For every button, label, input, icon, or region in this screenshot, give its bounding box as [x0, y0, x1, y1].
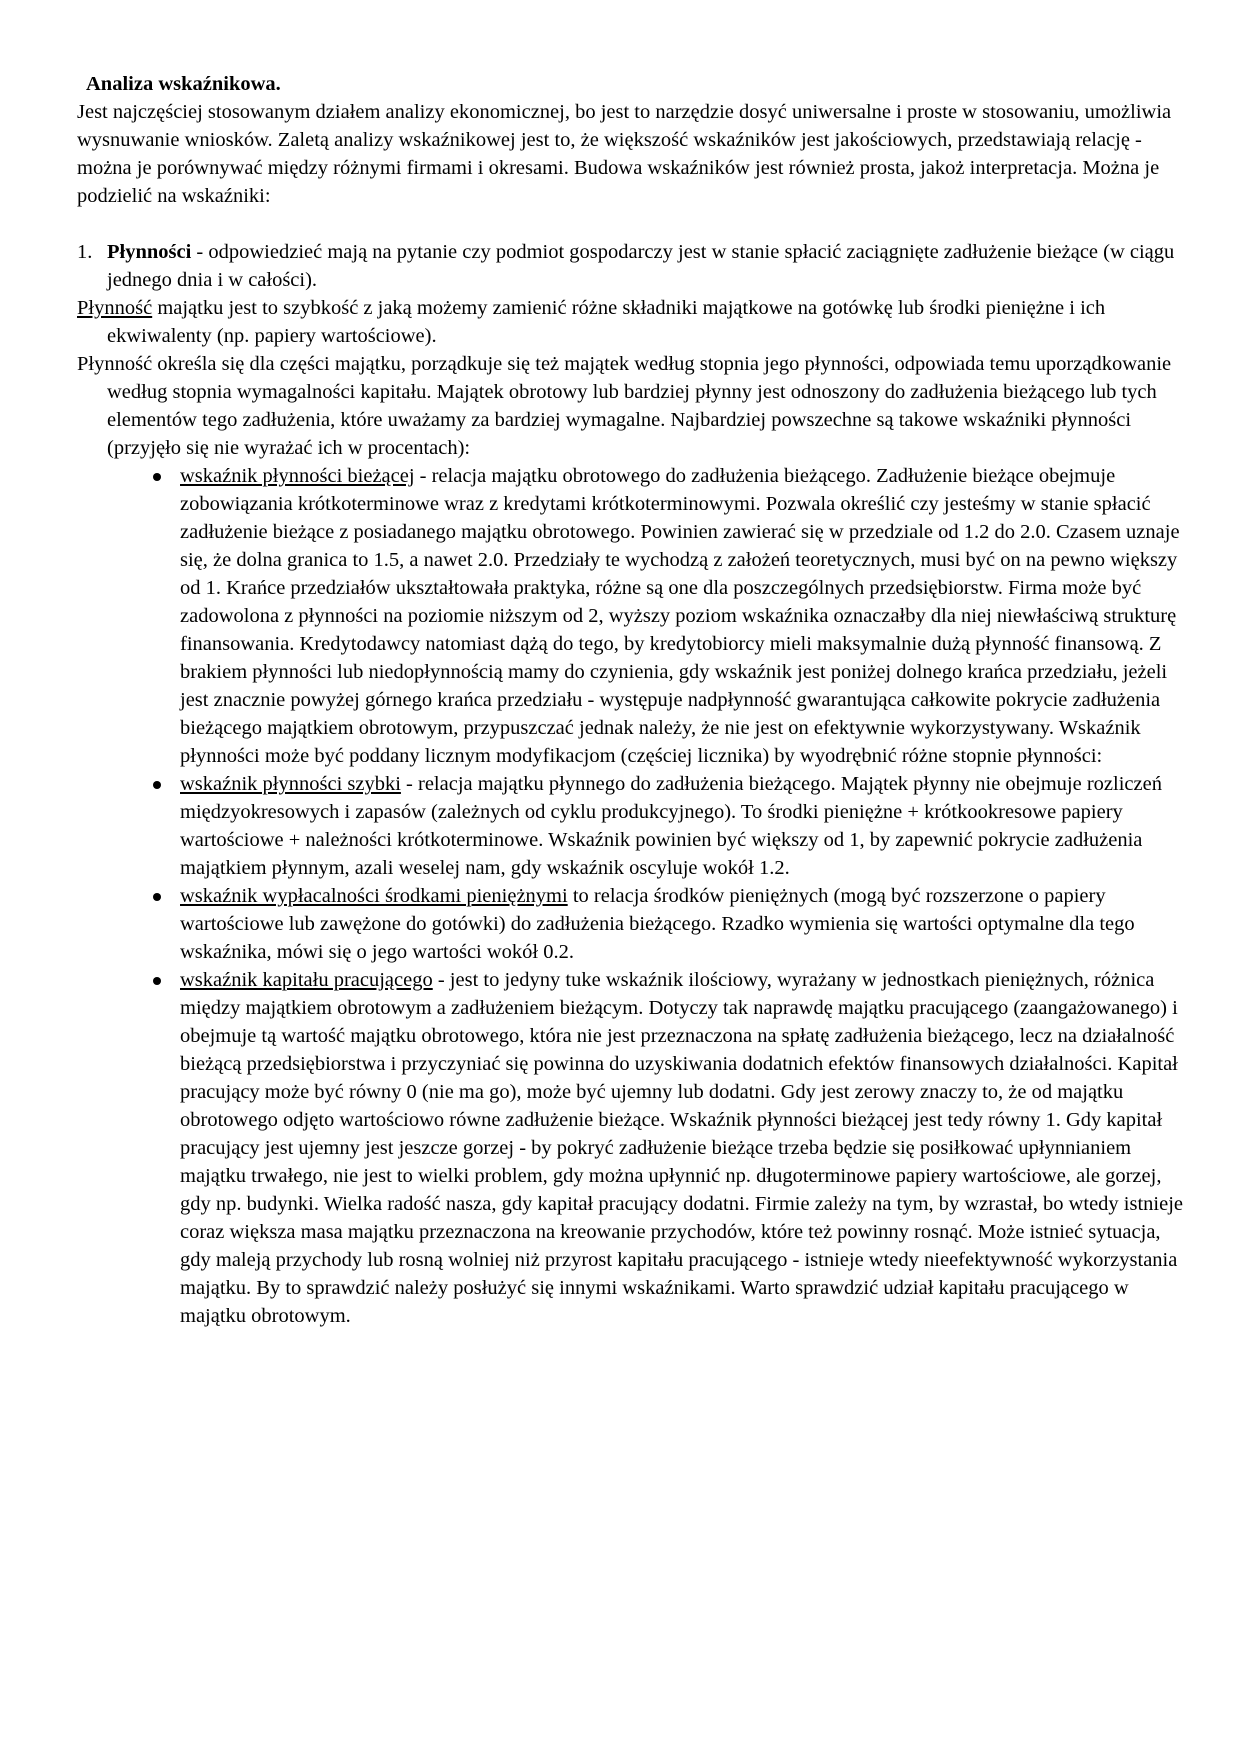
- indicator-description: to relacja środków pieniężnych (mogą być rozszerzone o papiery wartościowe lub zawężone do gotówki) do zadłużenia bieżącego. Rzadko wymienia się wartości optymalne dla tego wskaźnika, mówi się o jego wartości wokół 0.2.: [180, 885, 1135, 963]
- list-item: [180, 882, 1187, 966]
- indicator-list: [77, 462, 1187, 1330]
- indicator-term: wskaźnik kapitału pracującego: [180, 969, 433, 991]
- definition-term: Płynność: [77, 297, 153, 319]
- definition-text: majątku jest to szybkość z jaką możemy zamienić różne składniki majątkowe na gotówkę lub środki pieniężne i ich ekwiwalenty (np. papiery wartościowe).: [107, 297, 1106, 347]
- document-title: Analiza wskaźnikowa.: [86, 73, 281, 95]
- list-item: [180, 770, 1187, 882]
- document-body: [77, 70, 1187, 1330]
- numbered-item-plynnosci: [77, 238, 1187, 294]
- bullet-icon: [153, 977, 161, 985]
- indicator-description: - jest to jedyny tuke wskaźnik ilościowy, wyrażany w jednostkach pieniężnych, różnica między majątkiem obrotowym a zadłużeniem bieżącym. Dotyczy tak naprawdę majątku pracującego (zaangażowanego) i obejmuje tą wartość majątku obrotowego, która nie jest przeznaczona na spłatę zadłużenia bieżącego, lecz na działalność bieżącą przedsiębiorstwa i przyczyniać się powinna do uzyskiwania dodatnich efektów finansowych działalności. Kapitał pracujący może być równy 0 (nie ma go), może być ujemny lub dodatni. Gdy jest zerowy znaczy to, że od majątku obrotowego odjęto wartościowo równe zadłużenie bieżące. Wskaźnik płynności bieżącej jest tedy równy 1. Gdy kapitał pracujący jest ujemny jest jeszcze gorzej - by pokryć zadłużenie bieżące trzeba będzie się posiłkować upłynnianiem majątku trwałego, nie jest to wielki problem, gdy można upłynnić np. długoterminowe papiery wartościowe, ale gorzej, gdy np. budynki. Wielka radość nasza, gdy kapitał pracujący dodatni. Firmie zależy na tym, by wzrastał, bo wtedy istnieje coraz większa masa majątku przeznaczona na kreowanie przychodów, które też powinny rosnąć. Może istnieć sytuacja, gdy maleją przychody lub rosną wolniej niż przyrost kapitału pracującego - istnieje wtedy nieefektywność wykorzystania majątku. By to sprawdzić należy posłużyć się innymi wskaźnikami. Warto sprawdzić udział kapitału pracującego w majątku obrotowym.: [180, 969, 1184, 1327]
- list-item: [180, 462, 1187, 770]
- list-number: 1.: [77, 241, 93, 263]
- indicator-term: wskaźnik wypłacalności środkami pieniężnymi: [180, 885, 568, 907]
- numbered-item-text: [107, 238, 1187, 294]
- bullet-icon: [153, 781, 161, 789]
- indicator-term: wskaźnik płynności szybki: [180, 773, 401, 795]
- definition-paragraph: [77, 294, 1187, 350]
- list-item: [180, 966, 1187, 1330]
- section-term: Płynności: [107, 241, 192, 263]
- blank-line: [77, 210, 1187, 238]
- indicator-description: - relacja majątku obrotowego do zadłużenia bieżącego. Zadłużenie bieżące obejmuje zobowiązania krótkoterminowe wraz z kredytami krótkoterminowymi. Pozwala określić czy jesteśmy w stanie spłacić zadłużenie bieżące z posiadanego majątku obrotowego. Powinien zawierać się w przedziale od 1.2 do 2.0. Czasem uznaje się, że dolna granica to 1.5, a nawet 2.0. Przedziały te wychodzą z założeń teoretycznych, musi być on na pewno większy od 1. Krańce przedziałów ukształtowała praktyka, różne są one dla poszczególnych przedsiębiorstw. Firma może być zadowolona z płynności na poziomie niższym od 2, wyższy poziom wskaźnika oznaczałby dla niej niewłaściwą strukturę finansowania. Kredytodawcy natomiast dążą do tego, by kredytobiorcy mieli maksymalnie dużą płynność finansową. Z brakiem płynności lub niedopłynnością mamy do czynienia, gdy wskaźnik jest poniżej dolnego krańca przedziału, jeżeli jest znacznie powyżej górnego krańca przedziału - występuje nadpłynność gwarantująca całkowite pokrycie zadłużenia bieżącego majątkiem obrotowym, przypuszczać jednak należy, że nie jest on efektywnie wykorzystywany. Wskaźnik płynności może być poddany licznym modyfikacjom (częściej licznika) by wyodrębnić różne stopnie płynności:: [180, 465, 1180, 767]
- intro-paragraph: Jest najczęściej stosowanym działem analizy ekonomicznej, bo jest to narzędzie dosyć uniwersalne i proste w stosowaniu, umożliwia wysnuwanie wniosków. Zaletą analizy wskaźnikowej jest to, że większość wskaźników jest jakościowych, przedstawiają relację - można je porównywać między różnymi firmami i okresami. Budowa wskaźników jest również prosta, jakoż interpretacja. Można je podzielić na wskaźniki:: [77, 101, 1172, 207]
- bullet-icon: [153, 473, 161, 481]
- section-description: - odpowiedzieć mają na pytanie czy podmiot gospodarczy jest w stanie spłacić zaciągnięte zadłużenie bieżące (w ciągu jednego dnia i w całości).: [107, 241, 1175, 291]
- bullet-icon: [153, 893, 161, 901]
- indicator-description: - relacja majątku płynnego do zadłużenia bieżącego. Majątek płynny nie obejmuje rozliczeń międzyokresowych i zapasów (zależnych od cyklu produkcyjnego). To środki pieniężne + krótkookresowe papiery wartościowe + należności krótkoterminowe. Wskaźnik powinien być większy od 1, by zapewnić pokrycie zadłużenia majątkiem płynnym, azali weselej nam, gdy wskaźnik oscyluje wokół 1.2.: [180, 773, 1162, 879]
- liquidity-paragraph: Płynność określa się dla części majątku, porządkuje się też majątek według stopnia jego płynności, odpowiada temu uporządkowanie według stopnia wymagalności kapitału. Majątek obrotowy lub bardziej płynny jest odnoszony do zadłużenia bieżącego lub tych elementów tego zadłużenia, które uważamy za bardziej wymagalne. Najbardziej powszechne są takowe wskaźniki płynności (przyjęło się nie wyrażać ich w procentach):: [77, 353, 1172, 459]
- indicator-term: wskaźnik płynności bieżącej: [180, 465, 415, 487]
